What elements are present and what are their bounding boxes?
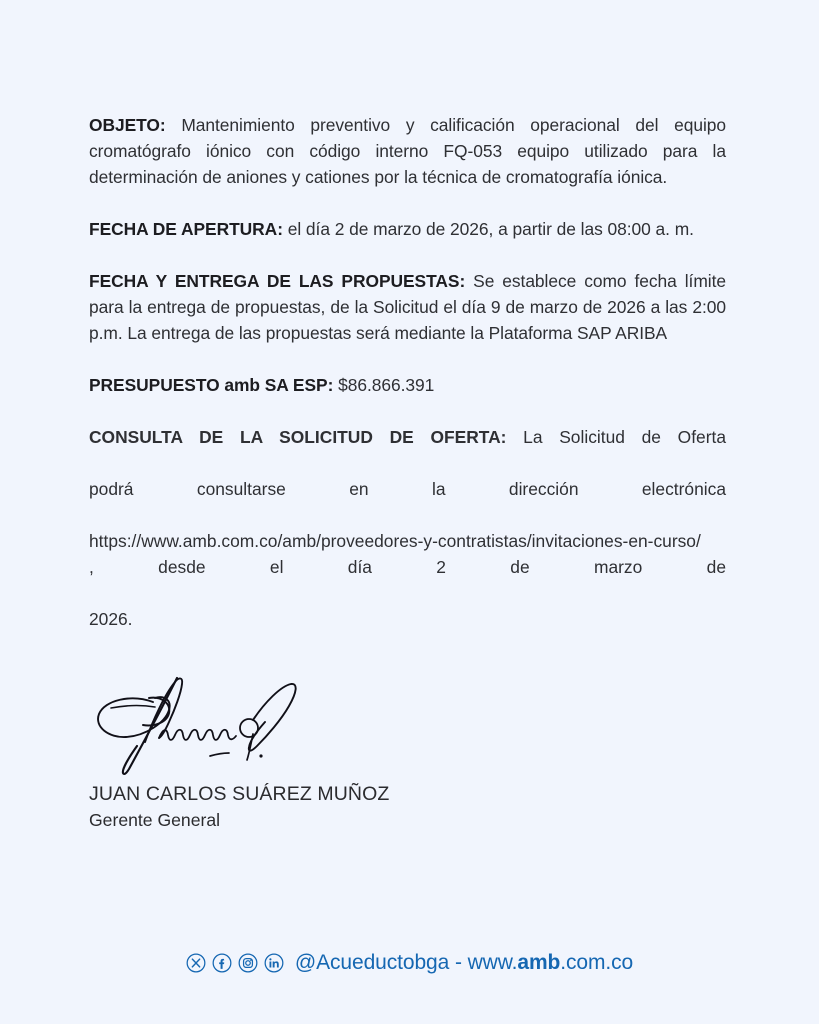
- paragraph-consulta-heading: CONSULTA DE LA SOLICITUD DE OFERTA:: [89, 427, 507, 447]
- social-links: [186, 953, 284, 973]
- x-twitter-icon[interactable]: [186, 953, 206, 973]
- signatory-role: Gerente General: [89, 810, 221, 830]
- document-body: [89, 112, 726, 632]
- handwritten-signature-icon: [93, 668, 323, 776]
- paragraph-fecha-entrega-heading: FECHA Y ENTREGA DE LAS PROPUESTAS:: [89, 271, 466, 291]
- footer-contact-text: [295, 950, 633, 976]
- signatory-name: JUAN CARLOS SUÁREZ MUÑOZ: [89, 783, 390, 805]
- paragraph-fecha-entrega: [89, 268, 726, 346]
- paragraph-presupuesto-value: $86.866.391: [333, 375, 435, 395]
- paragraph-objeto: [89, 112, 726, 190]
- paragraph-objeto-body: Mantenimiento preventivo y calificación operacional del equipo cromatógrafo iónico con código interno FQ-053 equipo utilizado para la determinación de aniones y cationes por la técnica de cromatografía iónica.: [89, 115, 726, 187]
- consulta-line-4: , desde el día 2 de marzo de: [89, 557, 726, 577]
- paragraph-objeto-heading: OBJETO:: [89, 115, 166, 135]
- footer-website-prefix[interactable]: www.: [467, 951, 518, 974]
- paragraph-fecha-apertura-heading: FECHA DE APERTURA:: [89, 219, 283, 239]
- paragraph-presupuesto: [89, 372, 726, 398]
- footer-website-brand[interactable]: amb: [517, 951, 561, 974]
- linkedin-icon[interactable]: [264, 953, 284, 973]
- consulta-line-1-rest: La Solicitud de Oferta: [506, 427, 727, 447]
- consulta-line-1: [89, 424, 726, 476]
- paragraph-fecha-apertura: [89, 216, 726, 242]
- consulta-url[interactable]: https://www.amb.com.co/amb/proveedores-y-contratistas/invitaciones-en-curso/: [89, 531, 701, 551]
- paragraph-consulta: [89, 424, 726, 632]
- consulta-line-5: 2026.: [89, 609, 133, 629]
- facebook-icon[interactable]: [212, 953, 232, 973]
- footer-handle[interactable]: @Acueductobga: [294, 951, 450, 974]
- instagram-icon[interactable]: [238, 953, 258, 973]
- footer: [0, 950, 819, 976]
- footer-separator: -: [449, 951, 468, 974]
- paragraph-presupuesto-heading: PRESUPUESTO amb SA ESP:: [89, 375, 334, 395]
- paragraph-fecha-entrega-body: Se establece como fecha límite para la entrega de propuestas, de la Solicitud el día 9 de marzo de 2026 a las 2:00 p.m. La entrega de las propuestas será mediante la Plataforma SAP ARIBA: [89, 271, 726, 343]
- paragraph-fecha-apertura-body: el día 2 de marzo de 2026, a partir de las 08:00 a. m.: [282, 219, 694, 239]
- signature-block: [89, 668, 509, 832]
- consulta-line-2: podrá consultarse en la dirección electrónica: [89, 479, 726, 499]
- footer-website-suffix[interactable]: .com.co: [560, 951, 634, 974]
